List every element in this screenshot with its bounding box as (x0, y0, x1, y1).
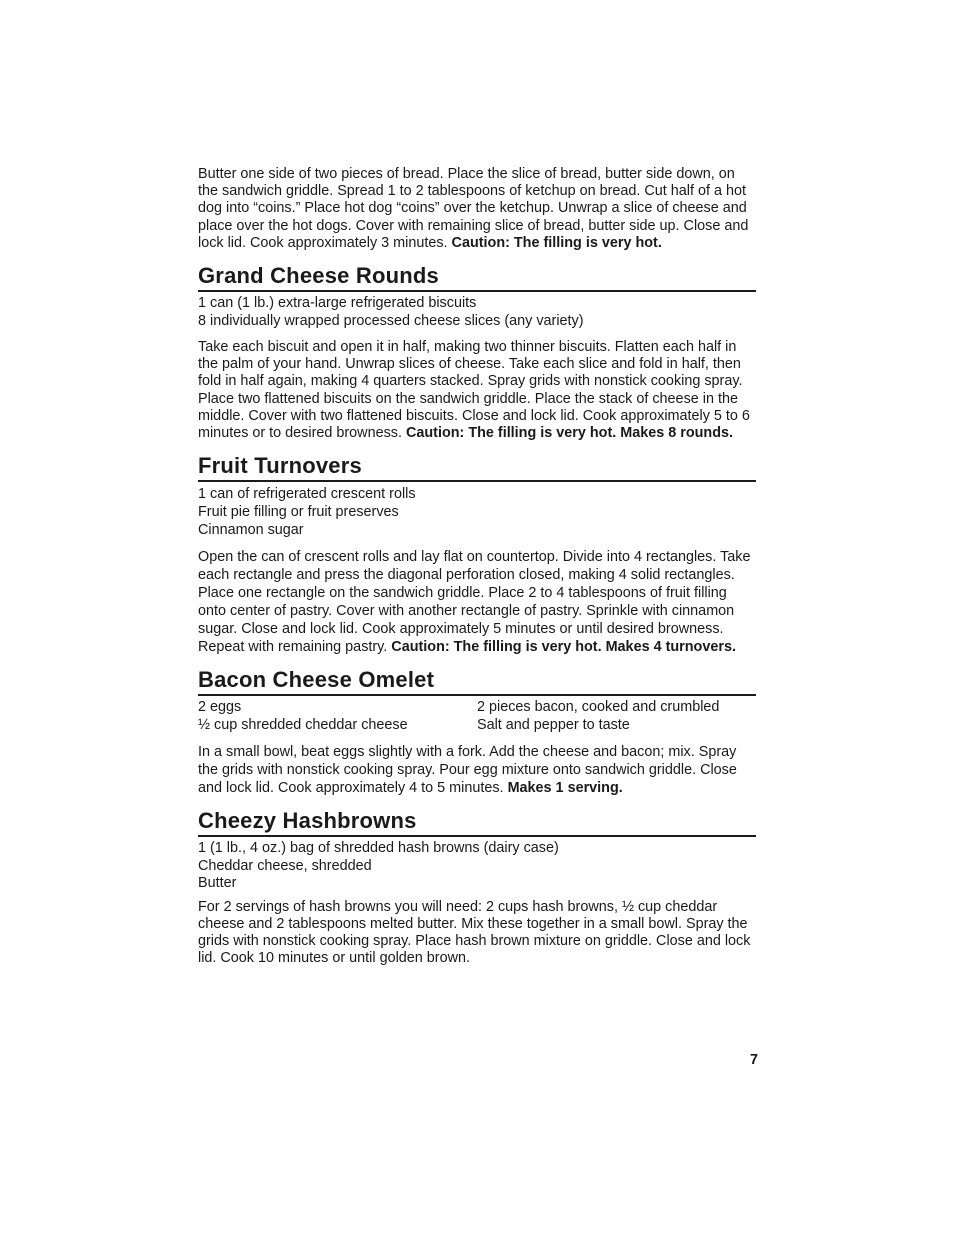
recipe-directions (198, 743, 756, 797)
recipe-title: Bacon Cheese Omelet (198, 668, 756, 696)
ingredient-item: 2 pieces bacon, cooked and crumbled (477, 699, 720, 716)
ingredient-column-left (198, 699, 477, 734)
ingredient-item: 1 can (1 lb.) extra-large refrigerated biscuits (198, 295, 477, 312)
ingredient-item: Salt and pepper to taste (477, 716, 630, 733)
ingredient-item: 1 (1 lb., 4 oz.) bag of shredded hash browns (dairy case) (198, 840, 559, 857)
recipe-title: Cheezy Hashbrowns (198, 809, 756, 837)
intro-caution: Caution: The filling is very hot. (451, 234, 662, 251)
recipe-cheezy-hashbrowns (198, 809, 756, 967)
ingredient-item: 8 individually wrapped processed cheese slices (any variety) (198, 312, 584, 329)
ingredient-item: Butter (198, 875, 237, 892)
ingredient-column-right (477, 699, 756, 734)
ingredient-list (198, 840, 756, 893)
directions-note: Caution: The filling is very hot. Makes 8 rounds. (405, 425, 734, 442)
recipe-directions (198, 339, 756, 442)
directions-text: For 2 servings of hash browns you will need: 2 cups hash browns, ½ cup cheddar cheese and 2 tablespoons melted butter. Mix these together in a small bowl. Spray the grids with nonstick cooking spray. Place hash brown mixture on griddle. Close and lock lid. Cook 10 minutes or until golden brown. (198, 898, 751, 967)
ingredient-list (198, 295, 756, 330)
ingredient-item: Cinnamon sugar (198, 522, 304, 539)
directions-text: Take each biscuit and open it in half, making two thinner biscuits. Flatten each half in the palm of your hand. Unwrap slices of cheese. Take each slice and fold in half, then fold in half again, making 4 quarters stacked. Spray grids with nonstick cooking spray. Place two flattened biscuits on the sandwich griddle. Place the stack of cheese in the middle. Cover with two flattened biscuits. Close and lock lid. Cook approximately 5 to 6 minutes or to desired browness. (198, 339, 750, 442)
recipe-fruit-turnovers (198, 454, 756, 656)
directions-text: In a small bowl, beat eggs slightly with a fork. Add the cheese and bacon; mix. Spray the grids with nonstick cooking spray. Pour egg mixture onto sandwich griddle. Close and lock lid. Cook approximately 4 to 5 minutes. (198, 744, 737, 797)
page-number: 7 (749, 1052, 758, 1068)
ingredient-list (198, 485, 756, 539)
intro-text: Butter one side of two pieces of bread. Place the slice of bread, butter side down, on the sandwich griddle. Spread 1 to 2 tablespoons of ketchup on bread. Cut half of a hot dog into “coins.” Place hot dog “coins” over the ketchup. Unwrap a slice of cheese and place over the hot dogs. Cover with remaining slice of bread, butter side up. Close and lock lid. Cook approximately 3 minutes. (198, 166, 749, 251)
ingredient-item: 1 can of refrigerated crescent rolls (198, 486, 416, 503)
intro-paragraph (198, 166, 756, 252)
ingredient-item: 2 eggs (198, 699, 242, 716)
recipe-page (198, 166, 756, 977)
ingredient-item: Fruit pie filling or fruit preserves (198, 504, 399, 521)
directions-note: Makes 1 serving. (507, 780, 623, 797)
ingredient-item: ½ cup shredded cheddar cheese (198, 716, 408, 733)
directions-note: Caution: The filling is very hot. Makes 4 turnovers. (391, 639, 736, 656)
directions-text: Open the can of crescent rolls and lay flat on countertop. Divide into 4 rectangles. Take each rectangle and press the diagonal perforation closed, making 4 solid rectangles. Place one rectangle on the sandwich griddle. Place 2 to 4 tablespoons of fruit filling onto center of pastry. Cover with another rectangle of pastry. Sprinkle with cinnamon sugar. Close and lock lid. Cook approximately 5 minutes or until desired browness. Repeat with remaining pastry. (198, 549, 751, 656)
recipe-grand-cheese-rounds (198, 264, 756, 442)
recipe-directions (198, 548, 756, 656)
recipe-title: Grand Cheese Rounds (198, 264, 756, 292)
ingredient-item: Cheddar cheese, shredded (198, 857, 372, 874)
recipe-bacon-cheese-omelet (198, 668, 756, 797)
recipe-directions (198, 899, 756, 968)
ingredient-columns (198, 699, 756, 734)
recipe-title: Fruit Turnovers (198, 454, 756, 482)
